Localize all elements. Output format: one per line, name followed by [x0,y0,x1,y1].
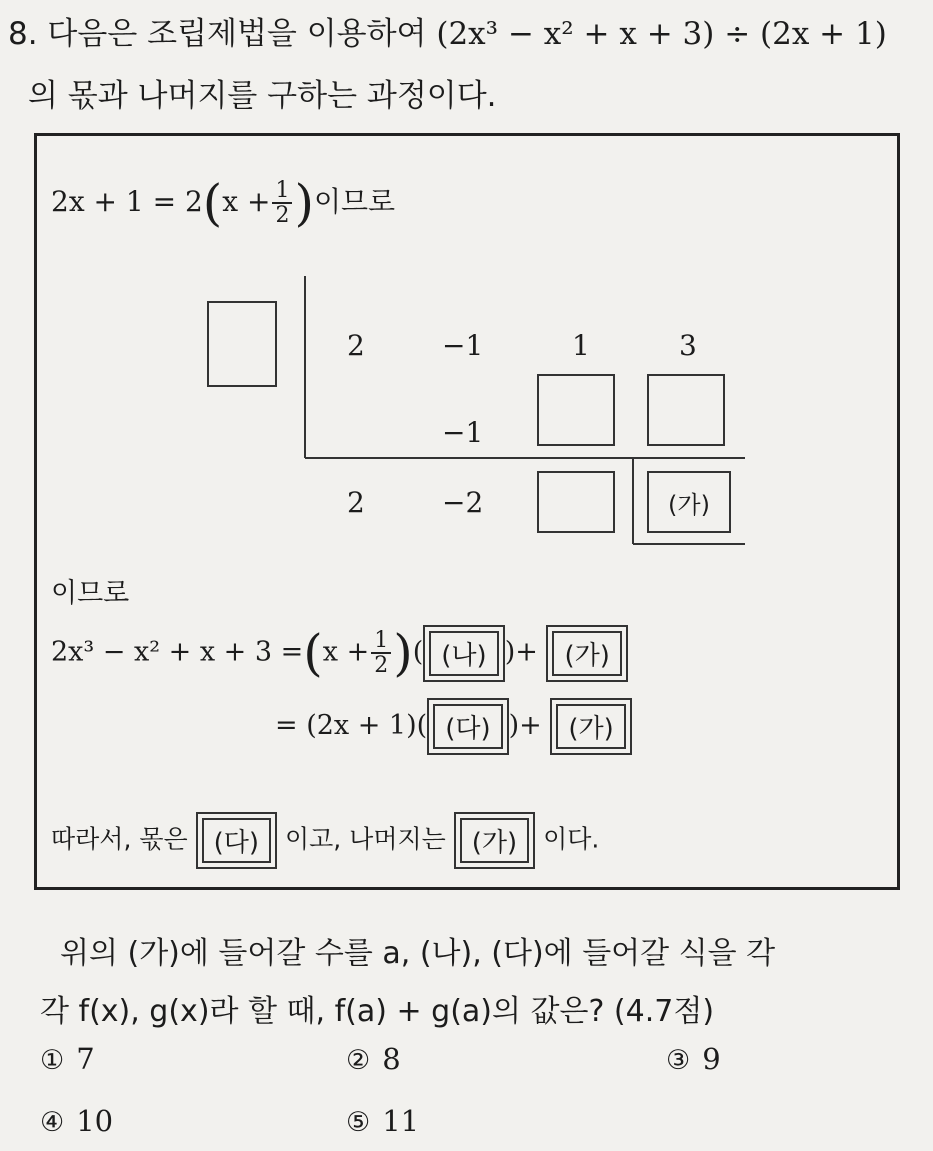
result-value-2: −2 [442,486,484,519]
result-value-1: 2 [347,486,365,519]
choice-3[interactable] [666,1042,721,1076]
conclusion-part-1: 따라서, 몫은 [51,824,188,854]
coef-3: 1 [572,329,590,362]
choice-1-value: 7 [76,1042,95,1076]
equation-line-2: = (2x + 1)( (다) )+ (가) [275,704,632,749]
question-expression: (2x³ − x² + x + 3) ÷ (2x + 1) [436,16,887,52]
choice-2[interactable] [346,1042,401,1076]
factor-lhs: 2x + 1 = 2 [51,185,203,218]
choice-4-mark: ④ [40,1107,65,1138]
imuro-text-2: 이므로 [51,578,130,609]
question-line-1 [8,8,887,53]
row2-value-1: −1 [442,416,484,449]
coef-2: −1 [442,329,484,362]
ga-box-conclusion: (가) [460,818,529,863]
da-box-conclusion: (다) [202,818,271,863]
question-line-2: 의 몫과 나머지를 구하는 과정이다. [28,78,497,114]
da-box-eq2: (다) [433,704,502,749]
fraction-half-2: $\frac{1}{2}$ [371,629,391,677]
ga-box-eq1: (가) [552,631,621,676]
choice-5-mark: ⑤ [346,1107,371,1138]
coef-4: 3 [679,329,697,362]
choice-4-value: 10 [76,1104,114,1138]
row2-blank-box-1 [537,374,615,446]
condition-line-2: 각 f(x), g(x)라 할 때, f(a) + g(a)의 값은? (4.7점) [40,994,715,1029]
conclusion-part-3: 이다. [543,824,600,854]
choice-1-mark: ① [40,1045,65,1076]
eq2-lhs: = (2x + 1)( [275,710,428,741]
paren-open: ( [202,174,223,232]
choice-5[interactable] [346,1104,419,1138]
choice-2-value: 8 [382,1042,401,1076]
na-box: (나) [429,631,498,676]
choice-4[interactable] [40,1104,113,1138]
factor-x-plus: x + [222,185,271,218]
result-blank-box [537,471,615,533]
condition-line-1: 위의 (가)에 들어갈 수를 a, (나), (다)에 들어갈 식을 각 [60,936,776,971]
eq1-lhs: 2x³ − x² + x + 3 = [51,636,304,668]
row2-blank-box-2 [647,374,725,446]
conclusion-line [51,818,599,863]
paren-close: ) [294,174,314,232]
ga-box-synthetic: (가) [647,471,731,533]
choice-2-mark: ② [346,1045,371,1076]
choice-3-value: 9 [702,1042,721,1076]
equation-line-1: 2x³ − x² + x + 3 =(x + $\frac{1}{2}$ )( (나) )+ (가) [51,624,628,682]
question-text: 8. 다음은 조립제법을 이용하여 [8,16,437,52]
choice-5-value: 11 [382,1104,420,1138]
choice-1[interactable] [40,1042,95,1076]
conclusion-part-2: 이고, 나머지는 [284,824,446,854]
fraction-half: $\frac{1}{2}$ [272,179,292,227]
choice-3-mark: ③ [666,1045,691,1076]
solution-box [34,133,900,890]
imuro-text: 이므로 [313,185,396,218]
coef-1: 2 [347,329,365,362]
ga-box-eq2: (가) [556,704,625,749]
